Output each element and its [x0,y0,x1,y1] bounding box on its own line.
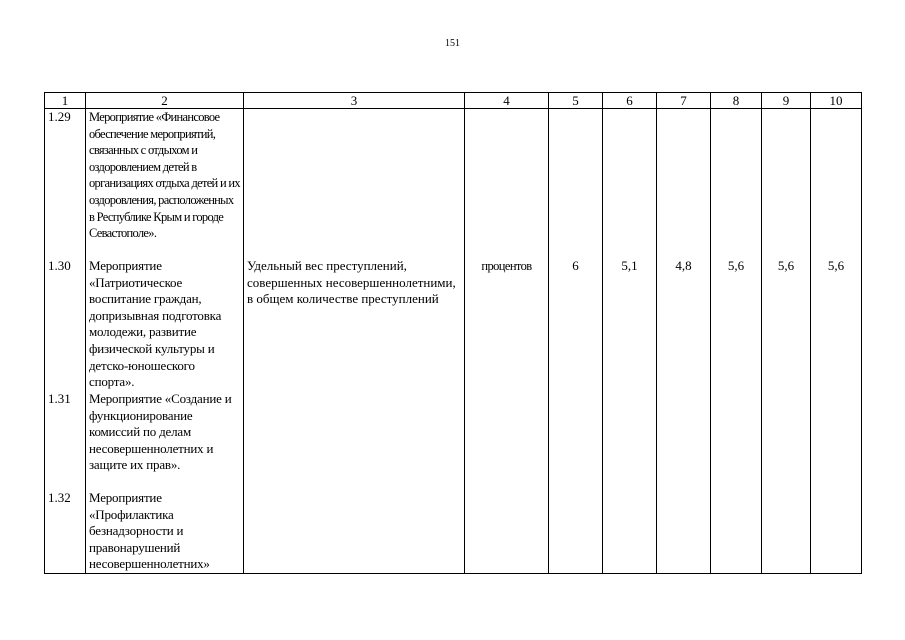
indicator-text: Удельный вес преступлений, совершенных несовершеннолетними, в общем количестве преступлений [247,258,456,307]
header-col-1: 1 [45,93,86,109]
header-col-7: 7 [657,93,711,109]
header-row [45,93,862,109]
value-text: 5,1 [621,258,638,273]
unit-text: процентов [481,259,532,273]
value-text: 5,6 [777,258,795,273]
entry-text: Мероприятие «Профилактика безнадзорности и правонарушений несовершеннолетних» [89,490,210,572]
entry-number: 1.31 [48,391,71,406]
page-number: 151 [445,38,460,49]
value-cell-10 [811,109,862,574]
value-text: 5,6 [727,258,745,273]
header-col-2: 2 [86,93,244,109]
header-col-8: 8 [711,93,762,109]
header-col-6: 6 [603,93,657,109]
header-col-3: 3 [244,93,465,109]
value-text: 4,8 [675,258,692,273]
entry-number: 1.29 [48,109,71,124]
value-cell-5 [549,109,603,574]
indicator-cell [244,109,465,574]
value-cell-8 [711,109,762,574]
entry-text: Мероприятие «Патриотическое воспитание граждан, допризывная подготовка молодежи, развитие физической культуры и детско-юношеского спорта». [89,258,222,390]
entry-number: 1.30 [48,258,71,273]
program-table [44,92,862,574]
value-cell-6 [603,109,657,574]
table-row [45,109,862,574]
value-cell-9 [762,109,811,574]
header-col-9: 9 [762,93,811,109]
value-cell-7 [657,109,711,574]
unit-cell [465,109,549,574]
row-numbers-cell [45,109,86,574]
header-col-4: 4 [465,93,549,109]
entry-text: Мероприятие «Финансовое обеспечение мероприятий, связанных с отдыхом и оздоровлением детей в организациях отдыха детей и их оздоровления, расположенных в Республике Крым и городе Севастополе». [89,110,240,241]
value-text: 5,6 [827,258,845,273]
header-col-5: 5 [549,93,603,109]
entry-number: 1.32 [48,490,71,505]
measures-cell [86,109,244,574]
header-col-10: 10 [811,93,862,109]
entry-text: Мероприятие «Создание и функционирование комиссий по делам несовершеннолетних и защите их прав». [89,391,232,473]
value-text: 6 [572,258,579,273]
